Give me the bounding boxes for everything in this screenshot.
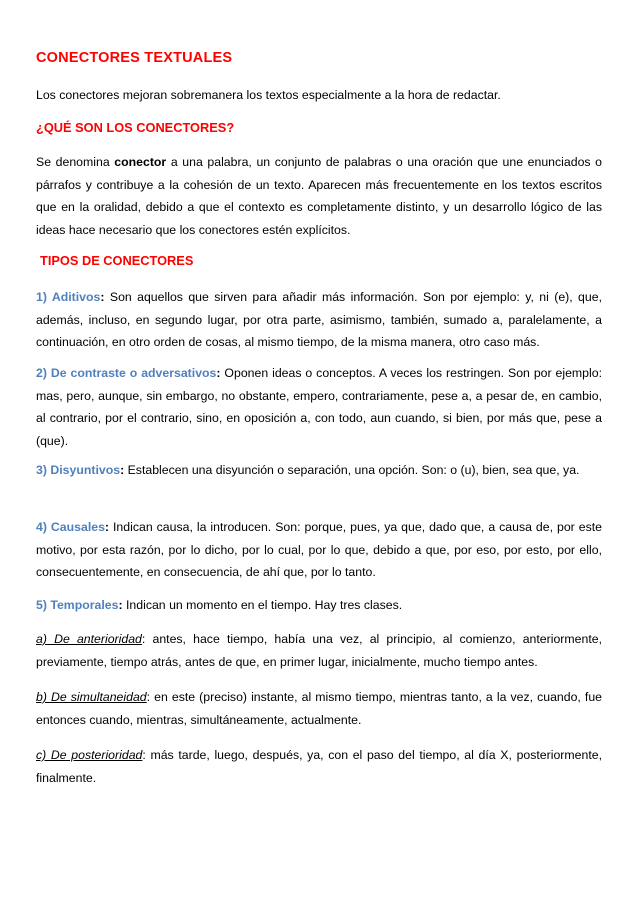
subtype-separator: :	[146, 690, 151, 704]
definition-after: a una palabra, un conjunto de palabras o una oración que une enunciados o párrafos y contribuye a la cohesión de un texto. Aparecen más frecuentemente en los textos escritos que en la oralidad, debido a que el contexto es completamente distinto, y un desarrollo lógico de las ideas hace necesario que los conectores estén explícitos.	[36, 155, 603, 237]
type-heading: 2) De contraste o adversativos	[36, 366, 217, 380]
subtype-body: en este (preciso) instante, al mismo tiempo, mientras tanto, a la vez, cuando, fue entonces cuando, mientras, simultáneamente, actualmente.	[36, 690, 602, 727]
document-title: CONECTORES TEXTUALES	[36, 50, 233, 66]
type-colon: :	[118, 598, 123, 612]
type-heading: 1) Aditivos	[36, 290, 101, 304]
subtype-paragraph-simultaneidad	[36, 686, 602, 731]
type-colon: :	[120, 463, 125, 477]
type-paragraph-adversativos	[36, 362, 602, 452]
type-paragraph-causales	[36, 516, 602, 584]
type-paragraph-disyuntivos	[36, 459, 602, 482]
subtype-body: más tarde, luego, después, ya, con el paso del tiempo, al día X, posteriormente, finalmente.	[36, 748, 602, 785]
type-body: Oponen ideas o conceptos. A veces los restringen. Son por ejemplo: mas, pero, aunque, sin embargo, no obstante, empero, contrariamente, pese a, a pesar de, en cambio, al contrario, por el contrario, sino, en oposición a, con todo, aun cuando, si bien, por más que, pese a (que).	[36, 366, 602, 448]
type-body: Son aquellos que sirven para añadir más información. Son por ejemplo: y, ni (e), que, además, incluso, en segundo lugar, por otra parte, asimismo, también, sumado a, paralelamente, a continuación, en otro orden de cosas, al mismo tiempo, de la misma manera, otro caso más.	[36, 290, 602, 349]
types-heading: TIPOS DE CONECTORES	[40, 253, 194, 268]
type-heading: 3) Disyuntivos	[36, 463, 121, 477]
question-heading: ¿QUÉ SON LOS CONECTORES?	[36, 120, 235, 135]
subtype-label: c) De posterioridad	[36, 748, 143, 762]
definition-keyword: conector	[114, 155, 167, 169]
type-colon: :	[100, 290, 105, 304]
subtype-label: a) De anterioridad	[36, 632, 142, 646]
type-colon: :	[104, 520, 110, 534]
type-colon: :	[216, 366, 221, 380]
type-body: Indican un momento en el tiempo. Hay tres clases.	[122, 598, 403, 612]
definition-paragraph	[36, 151, 602, 241]
type-body: Indican causa, la introducen. Son: porque, pues, ya que, dado que, a causa de, por este motivo, por esta razón, por lo dicho, por lo cual, por lo que, debido a que, por eso, por esto, por ello, consecuentemente, en consecuencia, de ahí que, por lo tanto.	[36, 520, 602, 579]
intro-text: Los conectores mejoran sobremanera los textos especialmente a la hora de redactar.	[36, 88, 501, 102]
type-paragraph-aditivos	[36, 286, 602, 354]
subtype-separator: :	[142, 748, 146, 762]
type-heading: 5) Temporales	[36, 598, 119, 612]
definition-before: Se denomina	[36, 155, 115, 169]
type-body: Establecen una disyunción o separación, una opción. Son: o (u), bien, sea que, ya.	[124, 463, 580, 477]
subtype-separator: :	[141, 632, 146, 646]
subtype-paragraph-anterioridad	[36, 628, 602, 673]
subtype-body: antes, hace tiempo, había una vez, al principio, al comienzo, anteriormente, previamente, tiempo atrás, antes de que, en primer lugar, inicialmente, mucho tiempo antes.	[36, 632, 602, 669]
subtype-paragraph-posterioridad	[36, 744, 602, 789]
type-heading: 4) Causales	[36, 520, 105, 534]
subtype-label: b) De simultaneidad	[36, 690, 147, 704]
type-paragraph-temporales	[36, 594, 602, 617]
